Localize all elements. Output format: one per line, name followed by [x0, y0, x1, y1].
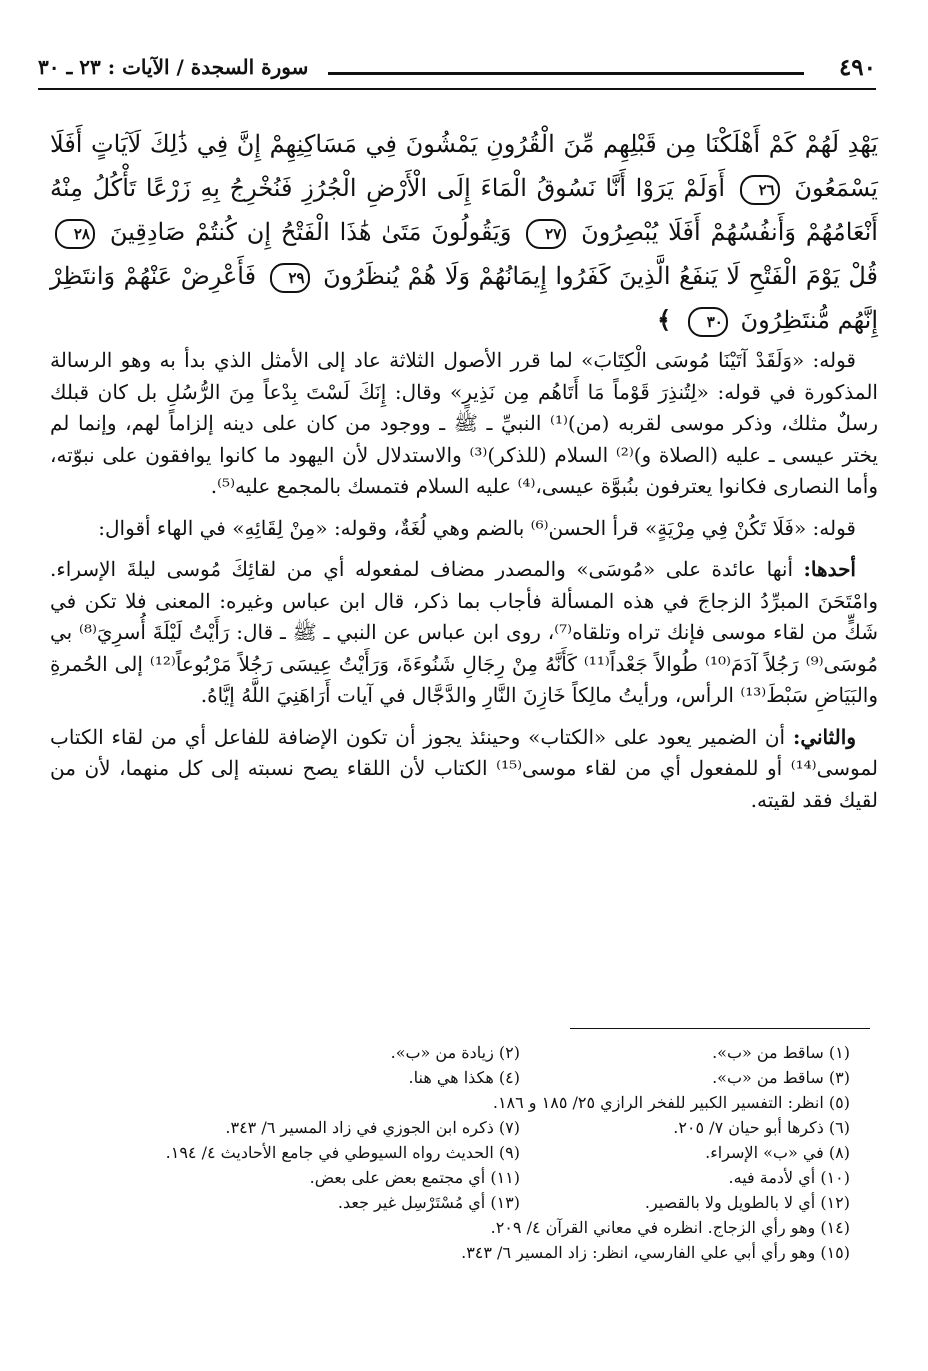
footnote: (٧) ذكره ابن الجوزي في زاد المسير ٦/ ٣٤٣.	[225, 1118, 520, 1137]
verse-text: فَأَعْرِضْ عَنْهُمْ وَانتَظِرْ إِنَّهُم مُّنتَظِرُونَ	[50, 262, 878, 334]
page-number: ٤٩٠	[838, 54, 876, 81]
commentary-paragraph	[50, 722, 878, 817]
footnote: (١٤) وهو رأي الزجاج. انظره في معاني القرآن ٤/ ٢٠٩.	[490, 1218, 850, 1237]
footnotes	[90, 1040, 850, 1265]
footnote: (١٠) أي لأدمة فيه.	[728, 1168, 850, 1187]
verse-number-marker: ٣٠	[688, 307, 728, 337]
opinion-heading: والثاني:	[792, 724, 856, 749]
opinion-heading: أحدها:	[803, 557, 856, 581]
footnote-row	[90, 1040, 850, 1065]
footnote: (٩) الحديث رواه السيوطي في جامع الأحاديث ٤/ ١٩٤.	[165, 1143, 520, 1162]
verse-text: قُلْ يَوْمَ الْفَتْحِ لَا يَنفَعُ الَّذِينَ كَفَرُوا إِيمَانُهُمْ وَلَا هُمْ يُنظَرُونَ	[323, 262, 878, 290]
footnote-row	[90, 1215, 850, 1240]
opinion-text: أن الضمير يعود على «الكتاب» وحينئذ يجوز أن تكون الإضافة للفاعل أي من لقاء الكتاب لموسى⁽¹⁴⁾ أو للمفعول أي من لقاء موسى⁽¹⁵⁾ الكتاب لأن اللقاء يصح نسبته إلى كل منهما، لأن من لقيك فقد لقيته.	[50, 724, 878, 812]
footnote: (٨) في «ب» الإسراء.	[705, 1143, 850, 1162]
verse-text: وَيَقُولُونَ مَتَىٰ هَٰذَا الْفَتْحُ إِن كُنتُمْ صَادِقِينَ	[109, 218, 512, 246]
footnote: (٦) ذكرها أبو حيان ٧/ ٢٠٥.	[673, 1118, 850, 1137]
footnote: (١٢) أي لا بالطويل ولا بالقصير.	[644, 1193, 850, 1212]
header-underline	[38, 88, 876, 90]
footnote: (١١) أي مجتمع بعض على بعض.	[309, 1168, 520, 1187]
footnote: (١) ساقط من «ب».	[712, 1043, 850, 1062]
verse-number-marker: ٢٨	[55, 219, 95, 249]
verse-number-marker: ٢٩	[270, 263, 310, 293]
verse-text: يَهْدِ لَهُمْ كَمْ أَهْلَكْنَا مِن قَبْلِهِم مِّنَ الْقُرُونِ يَمْشُونَ فِي مَسَاكِنِهِمْ إِنَّ فِي ذَٰلِكَ لَآيَاتٍ أَفَلَا يَسْمَعُونَ	[50, 130, 878, 202]
commentary-paragraph: قوله: «فَلَا تَكُنْ فِي مِرْيَةٍ» قرأ الحسن⁽⁶⁾ بالضم وهي لُغَةٌ، وقوله: «مِنْ لِقَائِهِ» في الهاء أقوال:	[98, 515, 856, 540]
running-title: سورة السجدة / الآيات : ٢٣ ـ ٣٠	[38, 55, 309, 79]
footnote-row	[90, 1115, 850, 1140]
footnote-row	[90, 1165, 850, 1190]
footnote-row	[90, 1190, 850, 1215]
footnote: (٣) ساقط من «ب».	[712, 1068, 850, 1087]
footnote-separator	[570, 1028, 870, 1029]
quran-closing-bracket: ﴾	[657, 305, 672, 334]
page-header	[38, 52, 876, 92]
footnote: (١٥) وهو رأي أبي علي الفارسي، انظر: زاد المسير ٦/ ٣٤٣.	[461, 1243, 850, 1262]
quran-verses	[50, 122, 878, 342]
footnote: (٤) هكذا هي هنا.	[408, 1068, 520, 1087]
footnote: (٢) زيادة من «ب».	[390, 1043, 520, 1062]
footnote-row	[90, 1140, 850, 1165]
verse-text: أَوَلَمْ يَرَوْا أَنَّا نَسُوقُ الْمَاءَ إِلَى الْأَرْضِ الْجُرُزِ فَنُخْرِجُ بِهِ زَرْعًا تَأْكُلُ مِنْهُ أَنْعَامُهُمْ وَأَنفُسُهُمْ أَفَلَا يُبْصِرُونَ	[50, 174, 878, 246]
header-rule	[328, 72, 804, 75]
footnote-row	[90, 1090, 850, 1115]
tafsir-commentary	[50, 345, 878, 826]
footnote-row	[90, 1240, 850, 1265]
opinion-text: أنها عائدة على «مُوسَى» والمصدر مضاف لمفعوله أي من لقائِكَ مُوسى ليلةَ الإسراء. وامْتَحَنَ المبرِّدُ الزجاجَ في هذه المسألة فأجاب بما ذكر، قال ابن عباس وغيره: المعنى فلا تكن في شَكٍّ من لقاء موسى فإنك تراه وتلقاه⁽⁷⁾، روى ابن عباس عن النبي ـ ﷺ ـ قال: رَأَيْتُ لَيْلَةَ أُسرِيَ⁽⁸⁾ بي مُوسَى⁽⁹⁾ رَجُلاً آدَمَ⁽¹⁰⁾ طُوالاً جَعْداً⁽¹¹⁾ كَأَنَّهُ مِنْ رِجَالِ شَنُوءَةَ، وَرَأَيْتُ عِيسَى رَجُلاً مَرْبُوعاً⁽¹²⁾ إلى الحُمرةِ والبَيَاضِ سَبْطَ⁽¹³⁾ الرأس، ورأيتُ مالِكاً خَازِنَ النَّارِ والدَّجَّال في آيات أَرَاهَنِيَ اللَّهُ إيَّاهُ.	[50, 557, 879, 707]
commentary-paragraph	[50, 554, 878, 712]
verse-number-marker: ٢٦	[740, 175, 780, 205]
commentary-paragraph: قوله: «وَلَقَدْ آتَيْنَا مُوسَى الْكِتَابَ» لما قرر الأصول الثلاثة عاد إلى الأمثل الذي بدأ به وهو الرسالة المذكورة في قوله: «لِتُنذِرَ قَوْماً مَا أَتَاهُم مِن نَذِيرٍ» وقال: إِنَكَ لَسْتَ بِدْعاً مِنَ الرُّسُلِ بل كان قبلك رسلٌ مثلك، وذكر موسى لقربه (من)⁽¹⁾ النبيِّ ـ ﷺ ـ ووجود من كان على دينه إلزاماً لهم، وإنما لم يختر عيسى ـ عليه (الصلاة و)⁽²⁾ السلام (للذكر)⁽³⁾ والاستدلال لأن اليهود ما كانوا يوافقون على نبوّته، وأما النصارى فكانوا يعترفون بنُبوَّة عيسى،⁽⁴⁾ عليه السلام فتمسك بالمجمع عليه⁽⁵⁾.	[50, 348, 878, 498]
footnote-row	[90, 1065, 850, 1090]
verse-number-marker: ٢٧	[526, 219, 566, 249]
footnote: (١٣) أي مُسْتَرْسِل غير جعد.	[337, 1193, 520, 1212]
footnote: (٥) انظر: التفسير الكبير للفخر الرازي ٢٥/ ١٨٥ و ١٨٦.	[492, 1093, 850, 1112]
